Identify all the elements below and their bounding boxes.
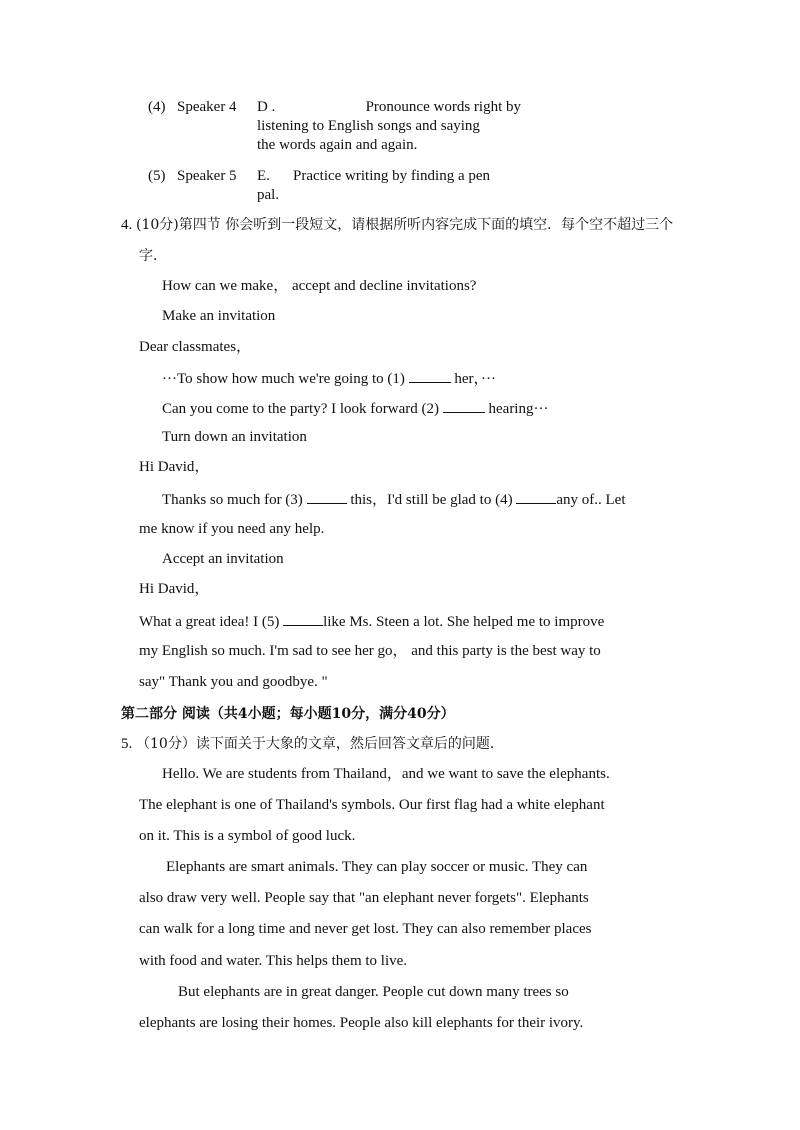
blank-2[interactable]: [443, 398, 485, 413]
q5-p1-line2: The elephant is one of Thailand's symbols. Our first flag had a white elephant: [139, 797, 605, 813]
q4-line-hi2: Hi David，: [139, 581, 210, 597]
q4-line-letme: me know if you need any help.: [139, 521, 325, 537]
match-num-4: (4): [148, 99, 166, 115]
blank-1[interactable]: [409, 368, 451, 383]
q4-line-turn: Turn down an invitation: [162, 429, 307, 445]
match-option-d-line2: listening to English songs and saying: [257, 118, 480, 134]
q4-line-show-end: her，···: [450, 371, 496, 387]
q5-number: 5.: [121, 736, 133, 752]
q5-p3-line1: But elephants are in great danger. People cut down many trees so: [178, 984, 569, 1000]
q4-line-thanks-b: this，I'd still be glad to (4): [346, 492, 517, 508]
q4-line-make: Make an invitation: [162, 308, 276, 324]
q4-line-dear: Dear classmates，: [139, 339, 252, 355]
q5-p1-line3: on it. This is a symbol of good luck.: [139, 828, 356, 844]
q4-instruction: (10分)第四节 你会听到一段短文，请根据所听内容完成下面的填空．每个空不超过三个: [136, 217, 674, 233]
q4-line-come-end: hearing···: [484, 401, 549, 417]
q4-line-thanks-a: Thanks so much for (3): [162, 492, 307, 508]
q4-line-thanks-c: any of.. Let: [556, 492, 626, 508]
q4-line-come: [162, 398, 548, 419]
match-num-5: (5): [148, 168, 166, 184]
q4-line-great-b: like Ms. Steen a lot. She helped me to improve: [323, 614, 605, 630]
q4-line-accept: Accept an invitation: [162, 551, 284, 567]
part2-heading: 第二部分 阅读（共4小题；每小题10分，满分40分）: [121, 706, 455, 722]
q5-p2-line2: also draw very well. People say that "an elephant never forgets". Elephants: [139, 890, 589, 906]
q5-p2-line1: Elephants are smart animals. They can play soccer or music. They can: [166, 859, 588, 875]
match-letter-d: D .: [257, 99, 276, 115]
q4-line-show-text: ···To show how much we're going to (1): [162, 371, 409, 387]
blank-4[interactable]: [516, 489, 556, 504]
q4-line-show: [162, 368, 496, 389]
match-option-e-line1: Practice writing by finding a pen: [293, 168, 491, 184]
q4-line-how: How can we make， accept and decline invitations?: [162, 278, 477, 294]
q4-line-great-a: What a great idea! I (5): [139, 614, 284, 630]
q4-number: 4.: [121, 217, 133, 233]
q4-line-great: [139, 611, 604, 632]
match-option-e-line2: pal.: [257, 187, 280, 203]
q5-instruction: （10分）读下面关于大象的文章，然后回答文章后的问题．: [136, 736, 504, 752]
q4-line-thanks: [162, 489, 625, 510]
q5-p1-line1: Hello. We are students from Thailand，and we want to save the elephants.: [162, 766, 610, 782]
match-option-d-line3: the words again and again.: [257, 137, 418, 153]
match-letter-e: E.: [257, 168, 270, 184]
q5-p2-line3: can walk for a long time and never get lost. They can also remember places: [139, 921, 592, 937]
q5-p2-line4: with food and water. This helps them to live.: [139, 953, 408, 969]
q4-line-come-text: Can you come to the party? I look forward (2): [162, 401, 443, 417]
match-speaker-4: Speaker 4: [177, 99, 237, 115]
blank-5[interactable]: [283, 611, 323, 626]
match-speaker-5: Speaker 5: [177, 168, 237, 184]
match-option-d-line1: Pronounce words right by: [365, 99, 521, 115]
q5-p3-line2: elephants are losing their homes. People also kill elephants for their ivory.: [139, 1015, 584, 1031]
q4-line-say: say" Thank you and goodbye. ": [139, 674, 328, 690]
q4-line-hi1: Hi David，: [139, 459, 210, 475]
blank-3[interactable]: [307, 489, 347, 504]
q4-line-english: my English so much. I'm sad to see her go， and this party is the best way to: [139, 643, 601, 659]
q4-instruction-cont: 字．: [139, 248, 167, 264]
